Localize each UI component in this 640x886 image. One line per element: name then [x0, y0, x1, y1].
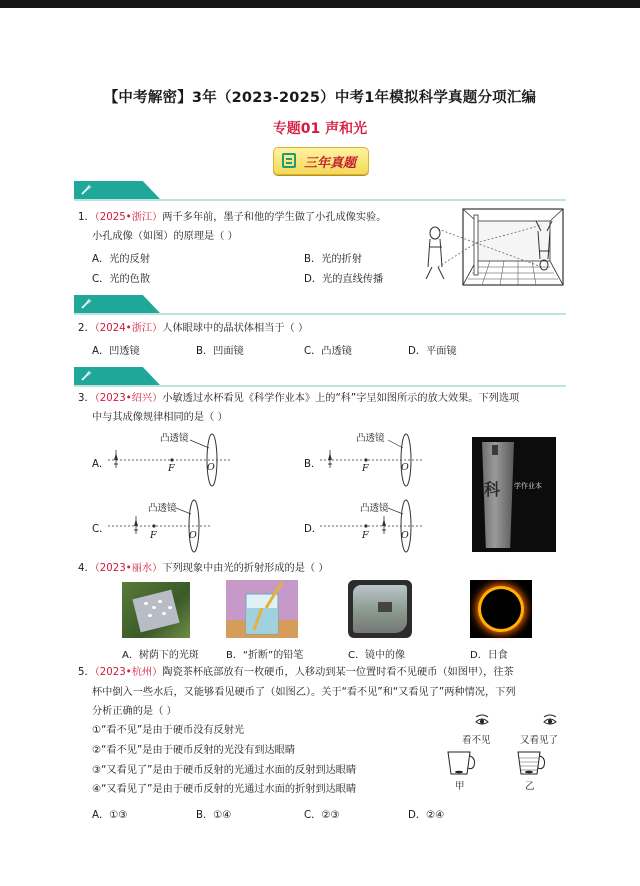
q5-statement-1: ①“看不见”是由于硬币没有反射光 — [92, 725, 245, 736]
focal-point-label: F — [362, 530, 369, 541]
q5-option-d[interactable]: D．②④ — [408, 810, 445, 821]
question-5-stem: 5．（2023•杭州）陶瓷茶杯底部放有一枚硬币，人移动到某一位置时看不见硬币（如图甲），往茶 — [78, 667, 514, 678]
q2-option-c[interactable]: C．凸透镜 — [304, 346, 352, 357]
question-4-stem: 4．（2023•丽水）下列现象中由光的折射形成的是（ ） — [78, 563, 329, 574]
question-3-stem-line2: 中与其成像规律相同的是（ ） — [92, 412, 228, 423]
q3-diagram-d — [318, 496, 428, 556]
focal-point-label: F — [168, 463, 175, 474]
question-divider — [74, 181, 566, 201]
q1-option-a[interactable]: A．光的反射 — [92, 254, 150, 265]
q3-option-a[interactable]: A． — [92, 459, 110, 470]
question-3-stem: 3．（2023•绍兴）小敏透过水杯看见《科学作业本》上的“科”字呈如图所示的放大效果。下列选项 — [78, 393, 520, 404]
q1-option-b[interactable]: B．光的折射 — [304, 254, 362, 265]
question-5-stem-line3: 分析正确的是（ ） — [92, 706, 177, 717]
list-icon — [282, 153, 296, 168]
car-mirror-photo — [348, 580, 412, 638]
q5-option-b[interactable]: B．①④ — [196, 810, 232, 821]
q3-diagram-b — [318, 428, 428, 488]
question-5-stem-line2: 杯中倒入一些水后，又能够看见硬币了（如图乙）。关于“看不见”和“又看见了”两种情况，下列 — [92, 687, 516, 698]
question-divider — [74, 295, 566, 315]
q3-diagram-a — [106, 428, 236, 488]
figure-label-yi-caption: 又看见了 — [520, 735, 559, 746]
badge-label: 三年真题 — [304, 156, 357, 171]
question-source: （2023•丽水） — [94, 563, 163, 574]
q5-statement-2: ②“看不见”是由于硬币反射的光没有到达眼睛 — [92, 745, 296, 756]
q3-option-b[interactable]: B． — [304, 459, 322, 470]
pinhole-figure — [420, 207, 565, 287]
lens-label: 凸透镜 — [160, 433, 189, 444]
focal-point-label: F — [150, 530, 157, 541]
q3-diagram-c — [106, 496, 216, 556]
question-1-stem: 1．（2025•浙江）两千多年前，墨子和他的学生做了小孔成像实验。 — [78, 212, 387, 223]
q4-option-d[interactable]: D．日食 — [470, 650, 508, 661]
q3-option-d[interactable]: D． — [304, 524, 323, 535]
optical-center-label: O — [401, 462, 409, 473]
topic-title: 专题01 声和光 — [272, 121, 368, 137]
lens-label: 凸透镜 — [360, 503, 389, 514]
magic-wand-icon — [81, 370, 92, 381]
question-source: （2025•浙江） — [94, 212, 163, 223]
q1-option-d[interactable]: D．光的直线传播 — [304, 274, 384, 285]
solar-eclipse-photo — [470, 580, 532, 638]
question-source: （2023•绍兴） — [94, 393, 163, 404]
top-bar — [0, 0, 640, 8]
optical-center-label: O — [207, 462, 215, 473]
q1-option-c[interactable]: C．光的色散 — [92, 274, 151, 285]
coin-cup-figure — [446, 712, 576, 794]
q4-option-c[interactable]: C．镜中的像 — [348, 650, 405, 661]
question-2-stem: 2．（2024•浙江）人体眼球中的晶状体相当于（ ） — [78, 323, 309, 334]
figure-name-jia: 甲 — [455, 781, 465, 792]
q4-option-a[interactable]: A．树荫下的光斑 — [122, 650, 199, 661]
optical-center-label: O — [189, 530, 197, 541]
q5-statement-3: ③“又看见了”是由于硬币反射的光通过水面的反射到达眼睛 — [92, 765, 357, 776]
question-source: （2023•杭州） — [94, 667, 163, 678]
figure-label-jia-caption: 看不见 — [462, 735, 491, 746]
q2-option-b[interactable]: B．凹面镜 — [196, 346, 244, 357]
document-title: 【中考解密】3年（2023-2025）中考1年模拟科学真题分项汇编 — [103, 90, 537, 106]
lens-label: 凸透镜 — [148, 503, 177, 514]
section-badge — [273, 147, 369, 175]
magic-wand-icon — [81, 184, 92, 195]
bent-pencil-photo — [226, 580, 298, 638]
focal-point-label: F — [362, 463, 369, 474]
water-glass-photo: 科 学作业本 — [472, 437, 556, 552]
q2-option-a[interactable]: A．凹透镜 — [92, 346, 140, 357]
figure-name-yi: 乙 — [525, 781, 535, 792]
q5-option-c[interactable]: C．②③ — [304, 810, 340, 821]
q5-statement-4: ④“又看见了”是由于硬币反射的光通过水面的折射到达眼睛 — [92, 784, 357, 795]
question-1-stem-line2: 小孔成像（如图）的原理是（ ） — [92, 231, 238, 242]
q2-option-d[interactable]: D．平面镜 — [408, 346, 457, 357]
lens-label: 凸透镜 — [356, 433, 385, 444]
tree-shade-photo — [122, 582, 190, 638]
q3-option-c[interactable]: C． — [92, 524, 110, 535]
q4-option-b[interactable]: B．“折断”的铅笔 — [226, 650, 304, 661]
q5-option-a[interactable]: A．①③ — [92, 810, 128, 821]
question-source: （2024•浙江） — [94, 323, 163, 334]
optical-center-label: O — [401, 530, 409, 541]
question-divider — [74, 367, 566, 387]
magic-wand-icon — [81, 298, 92, 309]
